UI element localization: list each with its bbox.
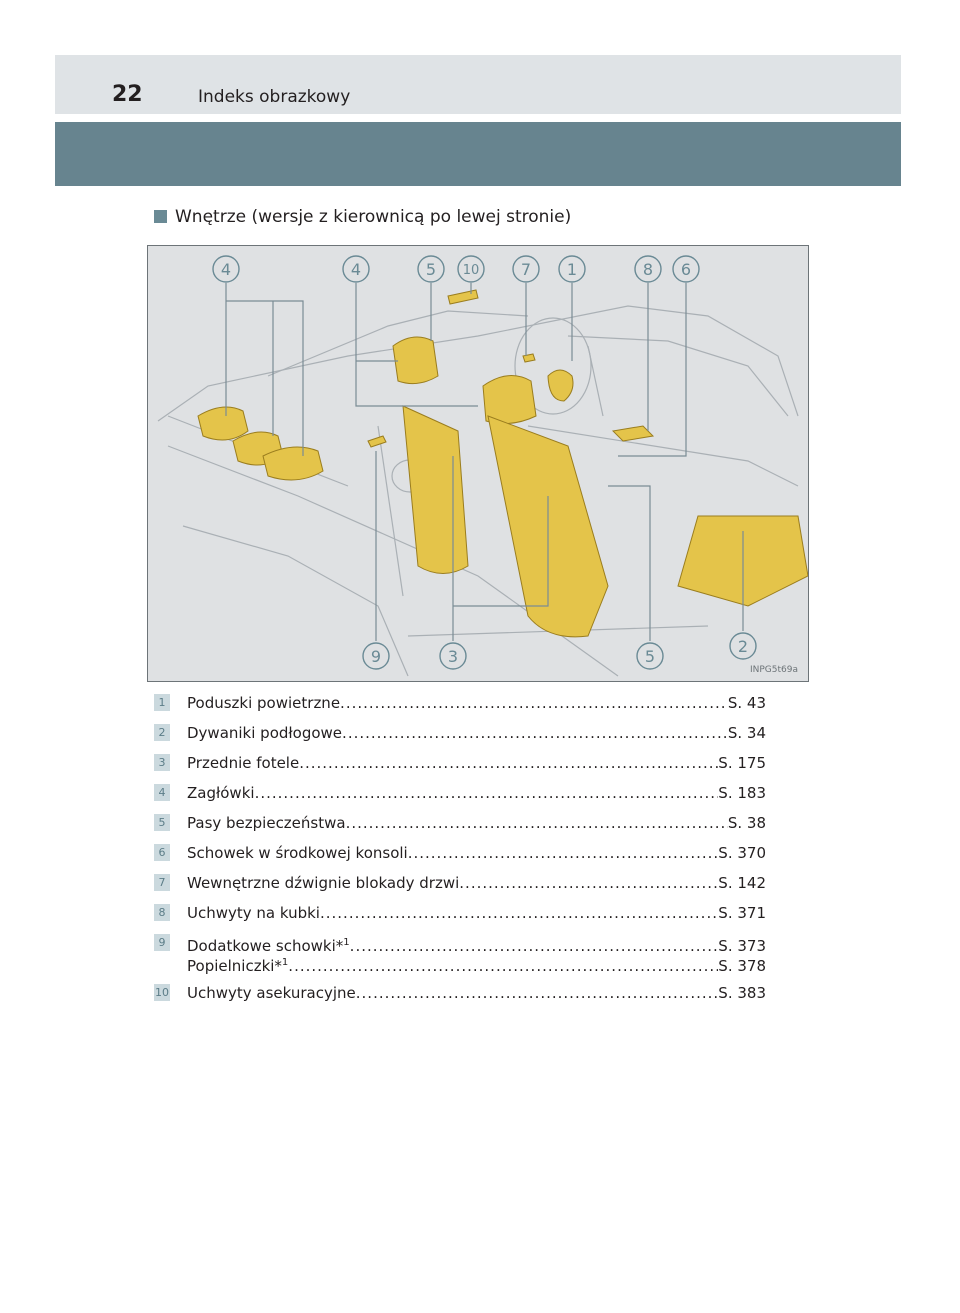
- list-item: [154, 903, 766, 933]
- callout-5b: [637, 643, 663, 669]
- page-reference-link[interactable]: S. 43: [727, 694, 766, 712]
- item-label: Wewnętrzne dźwignie blokady drzwi: [187, 874, 460, 892]
- callout-1-text: 1: [566, 260, 578, 279]
- page-reference-link[interactable]: S. 371: [718, 904, 766, 922]
- footnote-marker: 1: [343, 937, 350, 948]
- dot-leader: [340, 693, 728, 713]
- callout-6-text: 6: [680, 260, 692, 279]
- interior-drawing: [148, 246, 808, 681]
- page-reference-link[interactable]: S. 383: [718, 984, 766, 1002]
- item-row: [187, 753, 766, 773]
- assist-grip: [448, 290, 478, 304]
- callout-9-text: 9: [370, 647, 382, 666]
- list-item: [154, 983, 766, 1013]
- square-bullet-icon: [154, 210, 167, 223]
- item-number-badge: 10: [155, 986, 169, 999]
- front-headrest-left: [393, 337, 438, 384]
- subheading: [154, 205, 571, 229]
- item-number-badge: 4: [154, 784, 170, 801]
- item-number-badge: 8: [154, 904, 170, 921]
- item-number-badge: 6: [154, 844, 170, 861]
- subheading-text: Wnętrze (wersje z kierownicą po lewej stronie): [175, 207, 572, 227]
- item-label: Przednie fotele: [187, 754, 300, 772]
- list-item: [154, 843, 766, 873]
- page-reference-link[interactable]: S. 175: [718, 754, 766, 772]
- list-item: [154, 783, 766, 813]
- interior-illustration: [147, 245, 809, 682]
- item-number-badge: 3: [154, 754, 170, 771]
- console-box: [613, 426, 653, 441]
- dot-leader: [346, 813, 728, 833]
- callout-5b-text: 5: [644, 647, 656, 666]
- callout-8-text: 8: [642, 260, 654, 279]
- item-label: Uchwyty na kubki: [187, 904, 320, 922]
- callout-9: [363, 643, 389, 669]
- callout-4a-text: 4: [220, 260, 232, 279]
- item-number-badge: 9: [154, 934, 170, 951]
- callout-8: [635, 256, 661, 282]
- callout-7-text: 7: [520, 260, 532, 279]
- callout-10: [458, 256, 484, 282]
- item-label: Zagłówki: [187, 784, 255, 802]
- list-item: [154, 873, 766, 903]
- item-row: [187, 693, 766, 713]
- callout-5a-text: 5: [425, 260, 437, 279]
- dot-leader: [255, 783, 719, 803]
- page-reference-link[interactable]: S. 142: [718, 874, 766, 892]
- figure-code: INPG5t69a: [749, 665, 798, 675]
- airbag: [548, 370, 573, 401]
- dot-leader: [356, 983, 719, 1003]
- page-reference-link[interactable]: S. 373: [718, 937, 766, 955]
- list-item: [154, 723, 766, 753]
- item-number-badge: 2: [154, 724, 170, 741]
- list-item: [154, 693, 766, 723]
- dot-leader: [342, 723, 728, 743]
- front-seat-left: [403, 406, 468, 574]
- item-row: [187, 723, 766, 743]
- callout-5a: [418, 256, 444, 282]
- item-number-badge: 7: [154, 874, 170, 891]
- item-label: [187, 953, 288, 976]
- item-label-text: Dodatkowe schowki*: [187, 937, 344, 955]
- item-row: [187, 783, 766, 803]
- item-row: [187, 983, 766, 1003]
- dot-leader: [459, 873, 718, 893]
- item-row-secondary: [187, 953, 766, 976]
- door-lock-lever: [523, 354, 535, 362]
- item-label: Uchwyty asekuracyjne: [187, 984, 356, 1002]
- rear-headrest-left: [198, 407, 248, 440]
- page-reference-link[interactable]: S. 34: [727, 724, 766, 742]
- callout-10-text: 10: [462, 263, 480, 278]
- callout-3-text: 3: [447, 647, 459, 666]
- callout-2: [730, 633, 756, 659]
- header-band: [55, 55, 901, 114]
- title-bar: [55, 122, 901, 186]
- dot-leader: [299, 753, 718, 773]
- item-list: [154, 693, 766, 1013]
- callout-6: [673, 256, 699, 282]
- item-label: Schowek w środkowej konsoli: [187, 844, 408, 862]
- item-label: Pasy bezpieczeństwa: [187, 814, 346, 832]
- list-item: [154, 753, 766, 783]
- list-item: [154, 933, 766, 983]
- callout-7: [513, 256, 539, 282]
- dot-leader: [408, 843, 719, 863]
- item-row: [187, 903, 766, 923]
- section-title: Indeks obrazkowy: [198, 87, 351, 107]
- front-headrest-right: [483, 376, 536, 424]
- page-reference-link[interactable]: S. 38: [727, 814, 766, 832]
- callout-1: [559, 256, 585, 282]
- car-outline: [158, 306, 798, 676]
- callout-4b: [343, 256, 369, 282]
- callout-3: [440, 643, 466, 669]
- page-reference-link[interactable]: S. 370: [718, 844, 766, 862]
- item-label: Poduszki powietrzne: [187, 694, 341, 712]
- list-item: [154, 813, 766, 843]
- callout-4a: [213, 256, 239, 282]
- item-row: [187, 843, 766, 863]
- item-number-badge: 5: [154, 814, 170, 831]
- page-number: 22: [112, 82, 143, 107]
- item-row: [187, 873, 766, 893]
- item-number-badge: 1: [154, 694, 170, 711]
- callout-4b-text: 4: [350, 260, 362, 279]
- dot-leader: [288, 956, 718, 976]
- item-label-text: Popielniczki*: [187, 957, 282, 975]
- highlighted-parts: [198, 290, 808, 637]
- callout-2-text: 2: [737, 637, 749, 656]
- item-row: [187, 813, 766, 833]
- page-reference-link[interactable]: S. 378: [718, 957, 766, 975]
- page-reference-link[interactable]: S. 183: [718, 784, 766, 802]
- footnote-marker: 1: [281, 957, 289, 968]
- auxiliary-box: [368, 436, 386, 447]
- rear-headrest-right: [263, 447, 323, 480]
- dot-leader: [320, 903, 718, 923]
- item-label: Dywaniki podłogowe: [187, 724, 343, 742]
